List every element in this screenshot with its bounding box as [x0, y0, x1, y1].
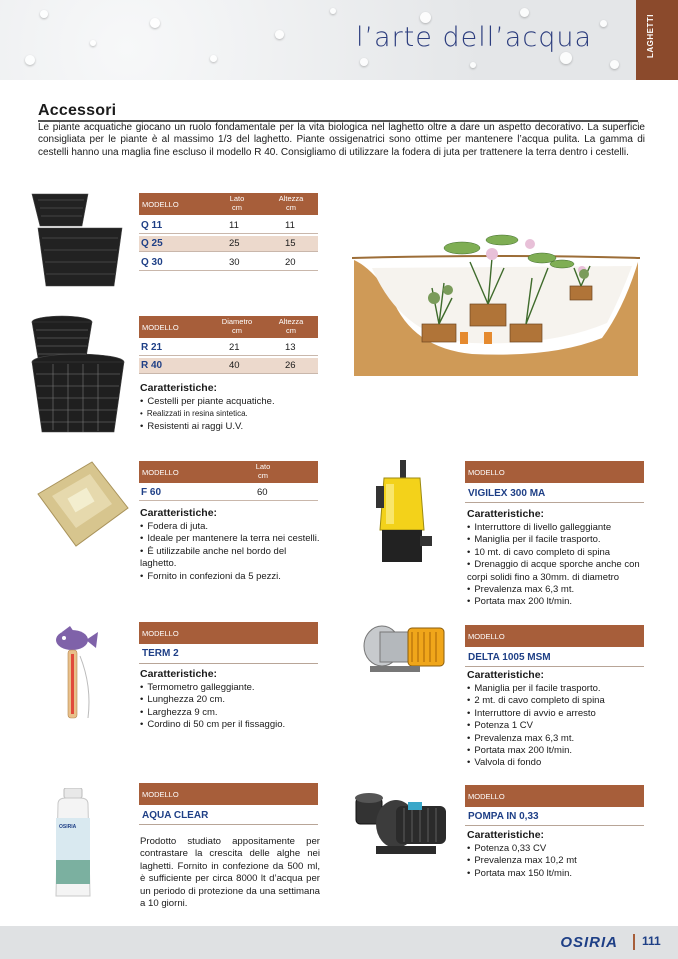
- list-item: • Cestelli per piante acquatiche.: [140, 396, 320, 408]
- q-row-altezza: 20: [285, 257, 296, 268]
- fish-thermometer-image: [50, 626, 100, 722]
- vigilex-features-title: Caratteristiche:: [467, 508, 545, 520]
- q-row-model: Q 11: [141, 220, 163, 231]
- section-tab: [636, 0, 678, 80]
- section-tab-label: LAGHETTI: [646, 14, 655, 58]
- table-row: [139, 358, 318, 374]
- r-table-header: [139, 316, 318, 338]
- term-model-name: TERM 2: [142, 648, 179, 659]
- table-row: [139, 485, 318, 501]
- list-item: • Portata max 200 lt/min.: [467, 596, 647, 608]
- list-item: • Resistenti ai raggi U.V.: [140, 421, 320, 433]
- q-header-altezza-unit: cm: [286, 203, 296, 212]
- f-header-lato: Lato: [255, 462, 271, 471]
- round-baskets-image: [28, 314, 128, 436]
- f-row-lato: 60: [257, 487, 268, 498]
- r-features-title: Caratteristiche:: [140, 382, 218, 394]
- r-header-altezza-unit: cm: [286, 326, 296, 335]
- list-item: • Cordino di 50 cm per il fissaggio.: [140, 719, 320, 731]
- divider: [139, 824, 318, 825]
- delta-header: [465, 625, 644, 647]
- list-item: • Prevalenza max 10,2 mt: [467, 855, 647, 867]
- r-row-diametro: 40: [229, 360, 240, 371]
- delta-pump-image: [360, 622, 450, 676]
- divider: [465, 502, 644, 503]
- q-table-header: [139, 193, 318, 215]
- list-item: • Portata max 200 lt/min.: [467, 745, 647, 757]
- list-item: • Termometro galleggiante.: [140, 682, 320, 694]
- list-item: • Valvola di fondo: [467, 757, 647, 769]
- r-header-altezza: Altezza: [278, 317, 304, 326]
- divider: [465, 825, 644, 826]
- q-header-altezza: Altezza: [278, 194, 304, 203]
- q-row-altezza: 15: [285, 238, 296, 249]
- list-item: • Portata max 150 lt/min.: [467, 868, 647, 880]
- delta-features-title: Caratteristiche:: [467, 669, 545, 681]
- table-row: [139, 236, 318, 252]
- header-title: l’arte dell’acqua: [355, 22, 592, 53]
- q-header-model: MODELLO: [142, 200, 179, 209]
- list-item: • Interruttore di avvio e arresto: [467, 708, 647, 720]
- page-separator: [633, 934, 635, 950]
- list-item: • Lunghezza 20 cm.: [140, 694, 320, 706]
- aqua-header: [139, 783, 318, 805]
- pompa-features-list: [467, 843, 647, 880]
- vigilex-pump-image: [374, 460, 438, 570]
- r-row-altezza: 26: [285, 360, 296, 371]
- square-baskets-image: [28, 190, 124, 290]
- r-row-model: R 40: [141, 360, 163, 371]
- pompa-header-model: MODELLO: [468, 792, 505, 801]
- page-number: 111: [642, 934, 661, 948]
- table-row: [139, 340, 318, 356]
- list-item: • Larghezza 9 cm.: [140, 707, 320, 719]
- term-header-model: MODELLO: [142, 629, 179, 638]
- delta-header-model: MODELLO: [468, 632, 505, 641]
- q-row-lato: 25: [229, 238, 240, 249]
- jute-liner-image: [32, 458, 130, 548]
- divider: [139, 663, 318, 664]
- pompa-header: [465, 785, 644, 807]
- vigilex-model-name: VIGILEX 300 MA: [468, 488, 546, 499]
- list-item: • È utilizzabile anche nel bordo del laghetto.: [140, 546, 325, 571]
- pool-pump-image: [350, 784, 456, 860]
- header-banner: [0, 0, 636, 80]
- brand-logo: OSIRIA: [560, 934, 618, 951]
- r-header-diametro-unit: cm: [232, 326, 242, 335]
- r-header-model: MODELLO: [142, 323, 179, 332]
- f-header-lato-unit: cm: [258, 471, 268, 480]
- list-item: • Potenza 1 CV: [467, 720, 647, 732]
- f-row-model: F 60: [141, 487, 162, 498]
- intro-text: Le piante acquatiche giocano un ruolo fondamentale per la vita biologica nel laghetto oltre a dare un aspetto decorativo. La superficie consigliata per le piante è al massimo 1/3 del laghetto. Piante ossigenatrici sono ottime per mantenere l’acqua pulita. La gamma di cestelli hanno una maglia fine escluso il modello R 40. Consigliamo di utilizzare la fodera di juta per trattenere la terra dentro i cestelli.: [38, 122, 645, 158]
- aqua-header-model: MODELLO: [142, 790, 179, 799]
- vigilex-header-model: MODELLO: [468, 468, 505, 477]
- list-item: • 10 mt. di cavo completo di spina: [467, 547, 647, 559]
- q-row-lato: 11: [229, 220, 239, 231]
- term-features-title: Caratteristiche:: [140, 668, 218, 680]
- aqua-description: Prodotto studiato appositamente per contrastare la crescita delle alghe nei laghetti. Fornito in confezione da 500 ml, è sufficiente per circa 8000 lt d’acqua per un periodo di protezione da una settimana a 10 giorni.: [140, 836, 320, 910]
- list-item: • Fodera di juta.: [140, 521, 325, 533]
- r-features-list: [140, 396, 320, 433]
- q-row-lato: 30: [229, 257, 240, 268]
- aqua-clear-bottle-image: [50, 788, 96, 900]
- r-row-diametro: 21: [229, 342, 240, 353]
- f-header-model: MODELLO: [142, 468, 179, 477]
- vigilex-header: [465, 461, 644, 483]
- pompa-features-title: Caratteristiche:: [467, 829, 545, 841]
- f-features-list: [140, 521, 325, 583]
- r-row-model: R 21: [141, 342, 163, 353]
- section-title: Accessori: [38, 102, 117, 119]
- pond-illustration: [352, 228, 640, 376]
- list-item: • Maniglia per il facile trasporto.: [467, 683, 647, 695]
- aqua-model-name: AQUA CLEAR: [142, 810, 209, 821]
- q-header-lato: Lato: [229, 194, 245, 203]
- list-item: • Maniglia per il facile trasporto.: [467, 534, 647, 546]
- delta-model-name: DELTA 1005 MSM: [468, 652, 551, 663]
- r-header-diametro: Diametro: [221, 317, 253, 326]
- list-item: • Interruttore di livello galleggiante: [467, 522, 647, 534]
- q-header-lato-unit: cm: [232, 203, 242, 212]
- f-table-header: [139, 461, 318, 483]
- list-item: • Ideale per mantenere la terra nei cestelli.: [140, 533, 325, 545]
- q-row-model: Q 30: [141, 257, 163, 268]
- q-row-altezza: 11: [285, 220, 295, 231]
- term-features-list: [140, 682, 320, 732]
- list-item: • Drenaggio di acque sporche anche con corpi solidi fino a 30mm. di diametro: [467, 559, 647, 584]
- f-features-title: Caratteristiche:: [140, 507, 218, 519]
- delta-features-list: [467, 683, 647, 770]
- r-row-altezza: 13: [285, 342, 296, 353]
- term-header: [139, 622, 318, 644]
- divider: [465, 666, 644, 667]
- list-item: • Realizzati in resina sintetica.: [140, 408, 320, 420]
- table-row: [139, 218, 318, 234]
- pompa-model-name: POMPA IN 0,33: [468, 811, 539, 822]
- list-item: • Prevalenza max 6,3 mt.: [467, 733, 647, 745]
- list-item: • Prevalenza max 6,3 mt.: [467, 584, 647, 596]
- list-item: • Fornito in confezioni da 5 pezzi.: [140, 571, 325, 583]
- bottle-brand-label: OSIRIA: [59, 824, 77, 830]
- list-item: • 2 mt. di cavo completo di spina: [467, 695, 647, 707]
- vigilex-features-list: [467, 522, 647, 609]
- q-row-model: Q 25: [141, 238, 163, 249]
- table-row: [139, 255, 318, 271]
- list-item: • Potenza 0,33 CV: [467, 843, 647, 855]
